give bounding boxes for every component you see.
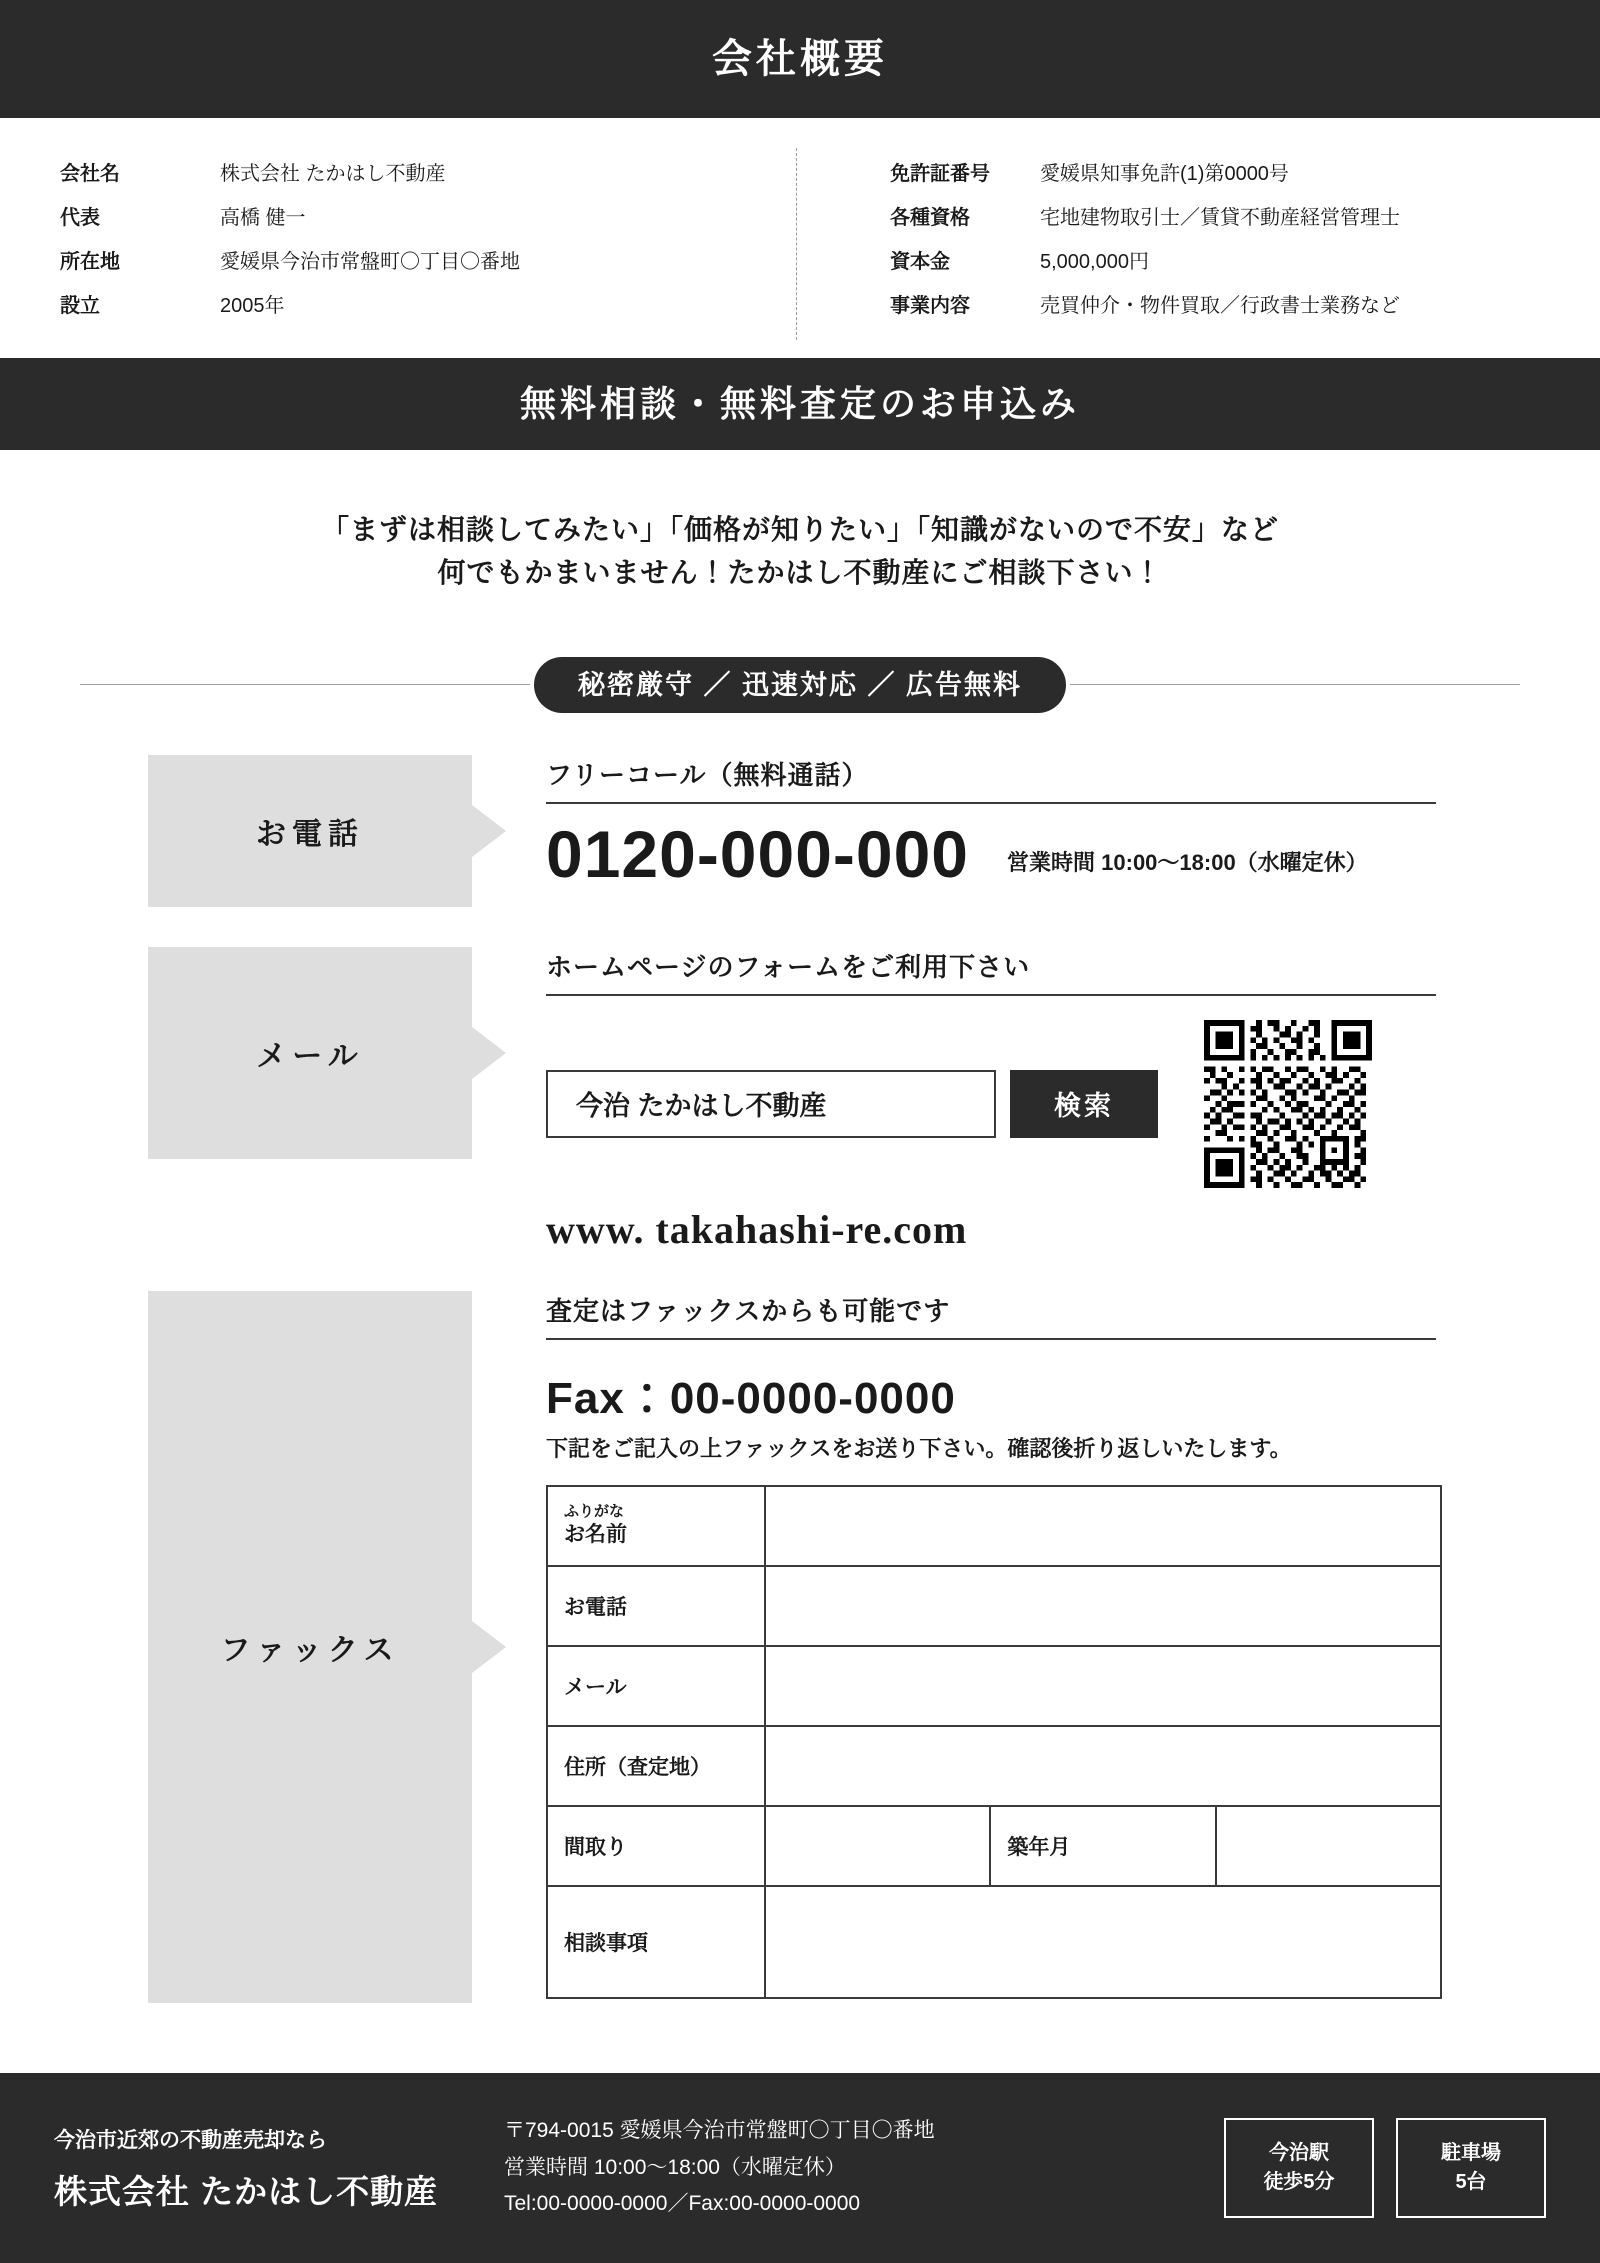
- fax-note: 下記をご記入の上ファックスをお送り下さい。確認後折り返しいたします。: [546, 1435, 1292, 1461]
- phone-body: [472, 755, 1540, 907]
- promise-pill-row: [80, 657, 1520, 713]
- field-label-layout: 間取り: [547, 1806, 765, 1886]
- field-label-name: [547, 1486, 765, 1566]
- lead-line-1: 「まずは相談してみたい」「価格が知りたい」「知識がないので不安」など: [320, 514, 1279, 545]
- company-info-right-column: [800, 152, 1540, 328]
- table-row: [547, 1646, 1441, 1726]
- info-value: 売買仲介・物件買取／行政書士業務など: [1040, 295, 1400, 317]
- footer-company-name: 株式会社 たかはし不動産: [54, 2172, 439, 2210]
- badge-parking: [1396, 2118, 1546, 2218]
- info-value: 宅地建物取引士／賃貸不動産経営管理士: [1040, 207, 1400, 229]
- page-footer: [0, 2073, 1600, 2263]
- company-section-header: 会社概要: [0, 0, 1600, 118]
- field-input-phone[interactable]: [765, 1566, 1441, 1646]
- vertical-divider: [796, 148, 798, 340]
- info-row: [60, 196, 760, 240]
- promise-pill: 秘密厳守 ／ 迅速対応 ／ 広告無料: [534, 657, 1066, 713]
- fax-subtitle: 査定はファックスからも可能です: [546, 1291, 1436, 1340]
- field-label-address: 住所（査定地）: [547, 1726, 765, 1806]
- info-label: 資本金: [890, 251, 950, 273]
- info-label: 設立: [60, 295, 100, 317]
- table-row: [547, 1806, 1441, 1886]
- field-input-buildyear[interactable]: [1216, 1806, 1441, 1886]
- table-row: [547, 1886, 1441, 1998]
- info-row: [60, 152, 760, 196]
- phone-hours: 営業時間 10:00〜18:00（水曜定休）: [1007, 850, 1368, 876]
- search-button[interactable]: 検索: [1010, 1070, 1158, 1138]
- field-input-mail[interactable]: [765, 1646, 1441, 1726]
- info-value: 5,000,000円: [1040, 251, 1149, 273]
- info-row: [890, 240, 1540, 284]
- field-label-phone: お電話: [547, 1566, 765, 1646]
- footer-brand: [54, 2124, 484, 2213]
- table-row: [547, 1566, 1441, 1646]
- info-label: 代表: [60, 207, 100, 229]
- info-row: [60, 284, 760, 328]
- info-row: [890, 284, 1540, 328]
- furigana-label: ふりがな: [564, 1503, 625, 1521]
- lead-text: [0, 508, 1600, 595]
- fax-body: [472, 1291, 1540, 2003]
- footer-badges: [1224, 2118, 1546, 2218]
- badge-station: [1224, 2118, 1374, 2218]
- table-row: [547, 1726, 1441, 1806]
- contact-mail-block: [0, 947, 1600, 1253]
- fax-number: Fax：00-0000-0000: [546, 1373, 956, 1423]
- company-info: [0, 118, 1600, 358]
- badge-parking-line1: 駐車場: [1441, 2142, 1501, 2164]
- info-row: [890, 196, 1540, 240]
- table-row: [547, 1486, 1441, 1566]
- apply-section-header: 無料相談・無料査定のお申込み: [0, 358, 1600, 450]
- qr-code-svg: [1204, 1020, 1372, 1188]
- contact-phone-block: [0, 755, 1600, 907]
- phone-number[interactable]: 0120-000-000: [546, 816, 970, 891]
- info-value: 愛媛県今治市常盤町〇丁目〇番地: [220, 251, 520, 273]
- info-row: [890, 152, 1540, 196]
- field-label-mail: メール: [547, 1646, 765, 1726]
- phone-row: [546, 816, 1540, 891]
- website-url[interactable]: www. takahashi-re.com: [546, 1206, 968, 1252]
- mail-body: [472, 947, 1540, 1253]
- info-label: 免許証番号: [890, 163, 990, 185]
- info-label: 所在地: [60, 251, 120, 273]
- field-input-consult[interactable]: [765, 1886, 1441, 1998]
- field-input-address[interactable]: [765, 1726, 1441, 1806]
- field-label-consult: 相談事項: [547, 1886, 765, 1998]
- footer-tagline: 今治市近郊の不動産売却なら: [54, 2128, 327, 2152]
- tag-phone: お電話: [148, 755, 472, 907]
- badge-station-line1: 今治駅: [1269, 2142, 1329, 2164]
- rule-left: [80, 684, 530, 685]
- tag-mail: メール: [148, 947, 472, 1159]
- rule-right: [1070, 684, 1520, 685]
- info-value: 高橋 健一: [220, 207, 306, 229]
- info-value: 2005年: [220, 295, 285, 317]
- fax-form-table: [546, 1485, 1442, 1999]
- badge-station-line2: 徒歩5分: [1263, 2171, 1335, 2193]
- phone-subtitle: フリーコール（無料通話）: [546, 755, 1436, 804]
- contact-fax-block: [0, 1291, 1600, 2003]
- info-label: 会社名: [60, 163, 120, 185]
- tag-fax: ファックス: [148, 1291, 472, 2003]
- name-label: お名前: [564, 1523, 627, 1547]
- info-label: 事業内容: [890, 295, 970, 317]
- badge-parking-line2: 5台: [1455, 2171, 1487, 2193]
- field-input-layout[interactable]: [765, 1806, 990, 1886]
- footer-hours: 営業時間 10:00〜18:00（水曜定休）: [504, 2155, 846, 2179]
- qr-code-icon: [1204, 1020, 1372, 1188]
- footer-tel-fax: Tel:00-0000-0000／Fax:00-0000-0000: [504, 2192, 861, 2216]
- footer-address: 〒794-0015 愛媛県今治市常盤町〇丁目〇番地: [504, 2118, 935, 2142]
- field-input-name[interactable]: [765, 1486, 1441, 1566]
- search-row: [546, 1020, 1540, 1188]
- company-info-left-column: [60, 152, 800, 328]
- info-value: 愛媛県知事免許(1)第0000号: [1040, 163, 1289, 185]
- info-value: 株式会社 たかはし不動産: [220, 163, 446, 185]
- lead-line-2: 何でもかまいません！たかはし不動産にご相談下さい！: [437, 557, 1163, 589]
- info-label: 各種資格: [890, 207, 970, 229]
- info-row: [60, 240, 760, 284]
- footer-contact-info: [484, 2113, 1224, 2223]
- search-input[interactable]: 今治 たかはし不動産: [546, 1070, 996, 1138]
- mail-subtitle: ホームページのフォームをご利用下さい: [546, 947, 1436, 996]
- field-label-buildyear: 築年月: [990, 1806, 1215, 1886]
